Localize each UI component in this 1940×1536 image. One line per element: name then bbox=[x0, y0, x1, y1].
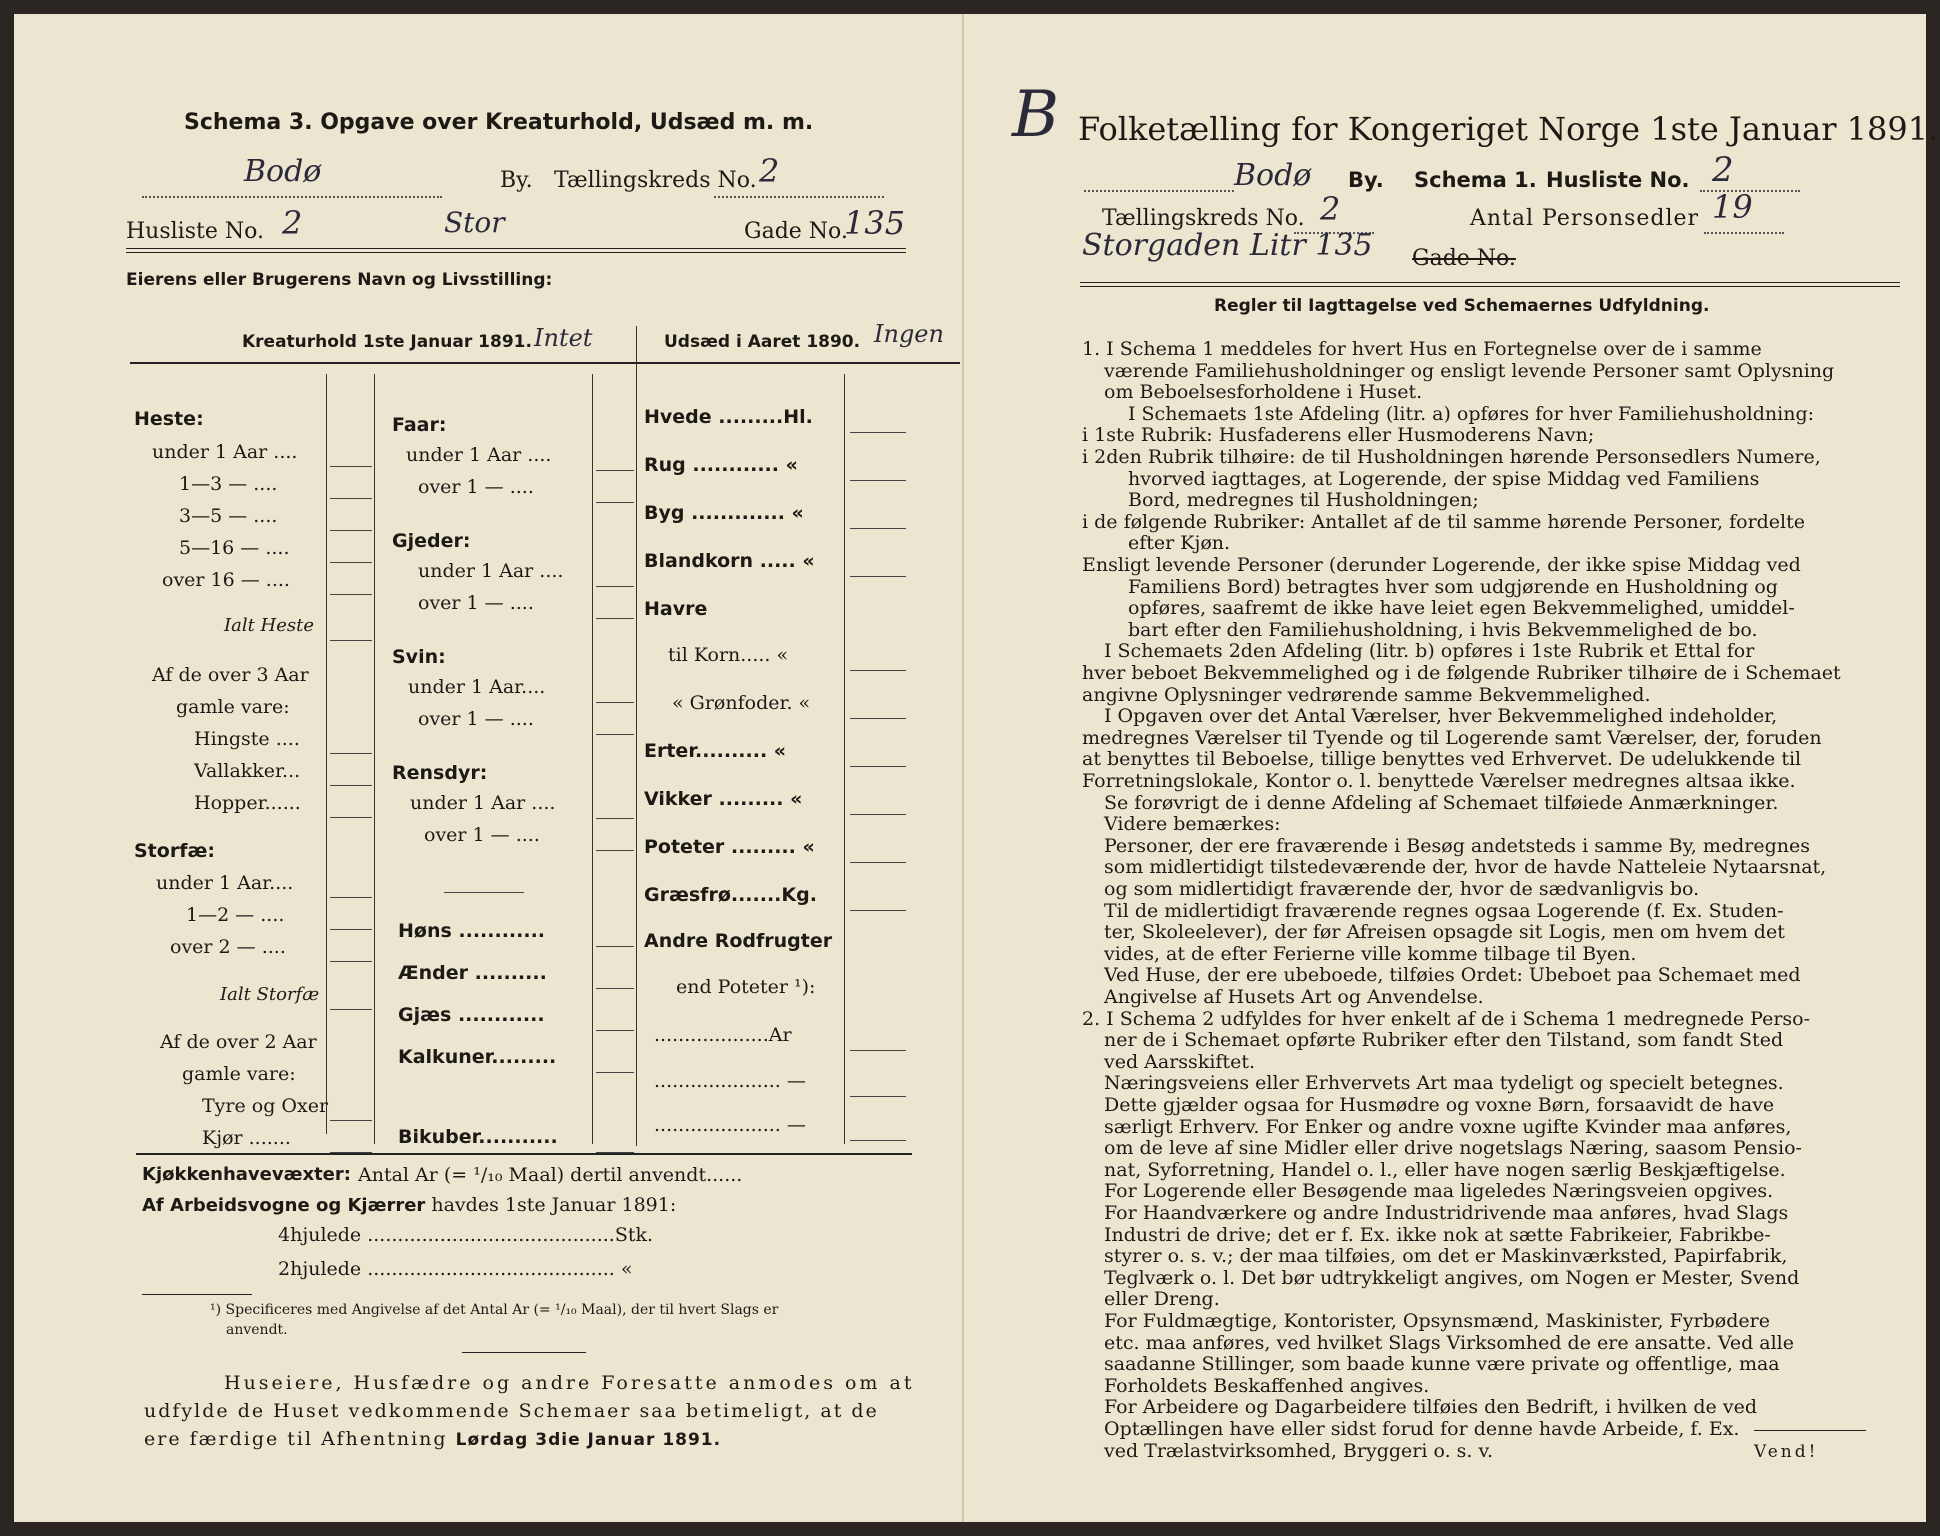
blank-line bbox=[330, 466, 372, 467]
heste-heading: Heste: bbox=[134, 408, 204, 430]
blank-line bbox=[596, 818, 634, 819]
blank-line bbox=[850, 862, 906, 863]
graesfro: Græsfrø.......Kg. bbox=[644, 884, 817, 906]
schema1-label: Schema 1. bbox=[1414, 168, 1537, 192]
col3-blank-rule bbox=[844, 374, 845, 1144]
kreds-label: Tællingskreds No. bbox=[1102, 206, 1305, 231]
blank-line bbox=[596, 946, 634, 947]
arbeidsvogne-label bbox=[142, 1194, 676, 1216]
rule-line: Personer, der ere fraværende i Besøg andetsteds i samme By, medregnes bbox=[1104, 834, 1810, 857]
rule-line: bart efter den Familiehusholdning, i hvis Bekvemmelighed de bo. bbox=[1128, 618, 1758, 641]
rule-line: som midlertidigt tilstedeværende der, hvor de havde Natteleie Nytaarsnat, bbox=[1104, 856, 1827, 879]
bikuber: Bikuber........... bbox=[398, 1126, 558, 1148]
rule-line: Angivelse af Husets Art og Anvendelse. bbox=[1104, 986, 1484, 1008]
rule-line: saadanne Stillinger, som baade kunne være private og offentlige, maa bbox=[1104, 1353, 1780, 1376]
rule-line: angivne Oplysninger vedrørende samme Bekvemmelighed. bbox=[1082, 683, 1651, 706]
gjeder-row: under 1 Aar .... bbox=[418, 560, 564, 582]
by-line bbox=[142, 196, 442, 198]
rule-line: Familiens Bord) betragtes hver som udgjørende en Husholdning og bbox=[1128, 575, 1778, 598]
antal-handwritten: 19 bbox=[1712, 188, 1753, 226]
end-poteter: end Poteter ¹): bbox=[676, 976, 816, 998]
gjeder-heading: Gjeder: bbox=[392, 530, 471, 552]
blank-line bbox=[330, 817, 372, 818]
udsaed-heading: Udsæd i Aaret 1890. bbox=[664, 332, 861, 352]
kreatur-heading: Kreaturhold 1ste Januar 1891. bbox=[242, 332, 532, 352]
kreatur-note-handwritten: Intet bbox=[534, 324, 593, 352]
rule-line: Til de midlertidigt fraværende regnes ogsaa Logerende (f. Ex. Studen- bbox=[1104, 899, 1784, 922]
rule-line: Næringsveiens eller Erhvervets Art maa tydeligt og specielt betegnes. bbox=[1104, 1072, 1784, 1095]
blank-line bbox=[596, 734, 634, 735]
header-rule-2 bbox=[1080, 286, 1900, 287]
blandkorn: Blandkorn ..... « bbox=[644, 550, 815, 572]
hvede: Hvede .........Hl. bbox=[644, 406, 813, 428]
tyre-oxer: Tyre og Oxer bbox=[202, 1095, 329, 1117]
by-handwritten: Bodø bbox=[244, 154, 322, 189]
hopper: Hopper...... bbox=[194, 792, 301, 814]
vikker: Vikker ......... « bbox=[644, 788, 803, 810]
rule-line: om Beboelsesforholdene i Huset. bbox=[1104, 381, 1423, 404]
husliste-handwritten: 2 bbox=[1712, 150, 1734, 190]
blank-line bbox=[330, 785, 372, 786]
ialt-storfae: Ialt Storfæ bbox=[220, 984, 320, 1005]
rule-line: etc. maa anføres, ved hvilket Slags Virksomhed de ere ansatte. Ved alle bbox=[1104, 1331, 1795, 1354]
heste-row: 1—3 — .... bbox=[179, 473, 278, 495]
svin-row: under 1 Aar.... bbox=[408, 676, 546, 698]
blank-line bbox=[850, 766, 906, 767]
rule-line: Optællingen have eller sidst forud for denne havde Arbeide, f. Ex. bbox=[1104, 1418, 1740, 1440]
rule-line: Teglværk o. l. Det bør udtrykkeligt angives, om Nogen er Mester, Svend bbox=[1104, 1266, 1800, 1289]
kjokkenhave-label: Kjøkkenhavevæxter: bbox=[142, 1164, 351, 1185]
rule-line: og som midlertidigt fraværende der, hvor de sædvanligvis bo. bbox=[1104, 878, 1700, 900]
rule-line: hvorved iagttages, at Logerende, der spise Middag ved Familiens bbox=[1128, 467, 1760, 490]
rule-line: ter, Skoleelever), der før Afreisen opsagde sit Logis, men om hvem det bbox=[1104, 921, 1785, 944]
header-rule bbox=[1080, 282, 1900, 283]
gronfoder: « Grønfoder. « bbox=[672, 692, 811, 714]
til-korn: til Korn..... « bbox=[668, 644, 789, 666]
rule-line: For Fuldmægtige, Kontorister, Opsynsmænd, Maskinister, Fyrbødere bbox=[1104, 1310, 1770, 1332]
rule-line: om de leve af sine Midler eller drive nogetslags Næring, saasom Pensio- bbox=[1104, 1137, 1802, 1160]
rule-line: særligt Erhverv. For Enker og andre voxne ugifte Kvinder maa anføres, bbox=[1104, 1115, 1792, 1138]
husliste-label: Husliste No. bbox=[1546, 168, 1690, 192]
gamle-vare-2: gamle vare: bbox=[182, 1063, 296, 1085]
rule-line: at benyttes til Beboelse, tillige benyttes ved Erhvervet. De udelukkende til bbox=[1082, 748, 1802, 771]
blank-line bbox=[330, 753, 372, 754]
blank-line bbox=[330, 498, 372, 499]
tohjulede: 2hjulede ......................................... « bbox=[278, 1258, 633, 1280]
owner-label: Eierens eller Brugerens Navn og Livsstilling: bbox=[126, 270, 553, 290]
notice-line-3 bbox=[144, 1428, 721, 1450]
firehjulede: 4hjulede .........................................Stk. bbox=[278, 1224, 654, 1246]
storfae-row: over 2 — .... bbox=[170, 936, 286, 958]
blank-line bbox=[850, 528, 906, 529]
rule-line: Forholdets Beskaffenhed angives. bbox=[1104, 1374, 1430, 1397]
gade-no-handwritten: 135 bbox=[844, 204, 906, 242]
af-over2: Af de over 2 Aar bbox=[160, 1031, 317, 1053]
hons: Høns ............ bbox=[398, 920, 546, 942]
hingste: Hingste .... bbox=[194, 728, 300, 750]
rule-line: Ved Huse, der ere ubeboede, tilføies Ordet: Ubeboet paa Schemaet med bbox=[1104, 964, 1801, 987]
rule-line: I Opgaven over det Antal Værelser, hver Bekvemmelighed indeholder, bbox=[1104, 705, 1778, 728]
dash-row: ..................... — bbox=[654, 1070, 806, 1092]
blank-line bbox=[596, 618, 634, 619]
notice-rule bbox=[462, 1352, 586, 1353]
blank-line bbox=[850, 1140, 906, 1141]
blank-line bbox=[850, 1050, 906, 1051]
heste-row: 5—16 — .... bbox=[179, 537, 290, 559]
blank-line bbox=[850, 910, 906, 911]
table-top-rule bbox=[130, 362, 960, 364]
rensdyr-row: under 1 Aar .... bbox=[410, 792, 556, 814]
storfae-heading: Storfæ: bbox=[134, 840, 215, 862]
footnote-line-2: anvendt. bbox=[226, 1322, 288, 1338]
schema3-title: Schema 3. Opgave over Kreaturhold, Udsæd m. m. bbox=[184, 110, 814, 135]
by-handwritten: Bodø bbox=[1234, 158, 1312, 193]
rule-line: Forretningslokale, Kontor o. l. benyttede Værelser medregnes altsaa ikke. bbox=[1082, 770, 1796, 792]
rule-line: I Schemaets 2den Afdeling (litr. b) opføres i 1ste Rubrik et Ettal for bbox=[1104, 640, 1755, 663]
rule-line: eller Dreng. bbox=[1104, 1288, 1220, 1311]
andre-rodfrugter: Andre Rodfrugter bbox=[644, 930, 833, 952]
blank-line bbox=[596, 850, 634, 851]
rensdyr-heading: Rensdyr: bbox=[392, 762, 488, 784]
blank-line bbox=[596, 702, 634, 703]
kreds-handwritten: 2 bbox=[759, 152, 780, 190]
table-divider bbox=[636, 326, 637, 1146]
rules-title: Regler til Iagttagelse ved Schemaernes Udfyldning. bbox=[1214, 296, 1710, 316]
rule-line: efter Kjøn. bbox=[1128, 532, 1231, 555]
blank-line bbox=[596, 988, 634, 989]
rule-line: styrer o. s. v.; der maa tilføies, om det er Maskinværksted, Papirfabrik, bbox=[1104, 1245, 1788, 1268]
blank-line bbox=[596, 586, 634, 587]
husliste-handwritten: 2 bbox=[282, 204, 303, 242]
blank-line bbox=[850, 814, 906, 815]
gade-handwritten: Storgaden Litr 135 bbox=[1082, 228, 1373, 263]
rule-line: nat, Syforretning, Handel o. l., eller have nogen særlig Beskjæftigelse. bbox=[1104, 1158, 1786, 1181]
kreds-label: Tællingskreds No. bbox=[554, 168, 757, 193]
by-label: By. bbox=[1348, 168, 1384, 192]
antal-line bbox=[1704, 232, 1784, 234]
rug: Rug ............ « bbox=[644, 454, 798, 476]
arbeidsvogne-bold: Af Arbeidsvogne og Kjærrer bbox=[142, 1195, 426, 1216]
col1-right-rule bbox=[374, 374, 375, 1144]
blank-line bbox=[596, 502, 634, 503]
rule-line: ved Trælastvirksomhed, Bryggeri o. s. v. bbox=[1104, 1439, 1493, 1462]
rule-line: I Schemaets 1ste Afdeling (litr. a) opføres for hver Familiehusholdning: bbox=[1128, 402, 1815, 425]
header-rule bbox=[126, 248, 906, 249]
blank-line bbox=[330, 1009, 372, 1010]
gade-label: Gade No. bbox=[744, 219, 848, 244]
blank-line bbox=[330, 1120, 372, 1121]
storfae-row: 1—2 — .... bbox=[186, 904, 285, 926]
byg: Byg ............. « bbox=[644, 502, 804, 524]
folketaelling-title: Folketælling for Kongeriget Norge 1ste Januar 1891. bbox=[1078, 110, 1939, 148]
aender: Ænder .......... bbox=[398, 962, 547, 984]
by-label: By. bbox=[500, 168, 533, 193]
right-page bbox=[964, 14, 1939, 1522]
vallakker: Vallakker... bbox=[194, 760, 301, 782]
kalkuner: Kalkuner......... bbox=[398, 1046, 557, 1068]
notice-line-2: udfylde de Huset vedkommende Schemaer saa betimeligt, at de bbox=[144, 1400, 879, 1422]
rule-line: medregnes Værelser til Tyende og til Logerende samt Værelser, der, foruden bbox=[1082, 726, 1822, 749]
separator-short bbox=[444, 892, 524, 893]
antal-label: Antal Personsedler bbox=[1470, 206, 1700, 231]
blank-line bbox=[330, 562, 372, 563]
gade-handwritten: Stor bbox=[444, 206, 505, 239]
kreds-line bbox=[714, 196, 884, 198]
rule-line: 1. I Schema 1 meddeles for hvert Hus en Fortegnelse over de i samme bbox=[1082, 338, 1762, 360]
rule-line: Videre bemærkes: bbox=[1104, 813, 1281, 836]
rule-line: i 1ste Rubrik: Husfaderens eller Husmoderens Navn; bbox=[1082, 424, 1595, 447]
kjor: Kjør ....... bbox=[202, 1127, 291, 1149]
poteter: Poteter ......... « bbox=[644, 836, 815, 858]
ialt-heste: Ialt Heste bbox=[224, 615, 315, 636]
erter: Erter.......... « bbox=[644, 740, 787, 762]
blank-line bbox=[850, 1096, 906, 1097]
faar-row: over 1 — .... bbox=[418, 476, 534, 498]
gamle-vare: gamle vare: bbox=[176, 696, 290, 718]
footnote-rule bbox=[142, 1294, 252, 1295]
notice-line-3-text: ere færdige til Afhentning bbox=[144, 1428, 448, 1450]
kjokkenhave-text: Antal Ar (= ¹/₁₀ Maal) dertil anvendt...... bbox=[358, 1164, 743, 1186]
rule-line: ner de i Schemaet opførte Rubriker efter den Tilstand, som fandt Sted bbox=[1104, 1029, 1784, 1052]
col2-blank-rule bbox=[592, 374, 593, 1144]
udsaed-note-handwritten: Ingen bbox=[874, 320, 944, 348]
rule-line: ved Aarsskiftet. bbox=[1104, 1050, 1255, 1073]
blank-line bbox=[596, 1030, 634, 1031]
heste-row: over 16 — .... bbox=[162, 569, 290, 591]
gjeder-row: over 1 — .... bbox=[418, 592, 534, 614]
svin-heading: Svin: bbox=[392, 646, 446, 668]
blank-line bbox=[850, 576, 906, 577]
blank-line bbox=[596, 470, 634, 471]
rule-line: Se forøvrigt de i denne Afdeling af Schemaet tilføiede Anmærkninger. bbox=[1104, 791, 1779, 814]
rule-line: Dette gjælder ogsaa for Husmødre og voxne Børn, forsaavidt de have bbox=[1104, 1094, 1775, 1116]
rule-line: vides, at de efter Ferierne ville komme tilbage til Byen. bbox=[1104, 942, 1637, 965]
blank-line bbox=[850, 718, 906, 719]
notice-line-1: Huseiere, Husfædre og andre Foresatte anmodes om at bbox=[224, 1372, 915, 1394]
blank-line bbox=[330, 961, 372, 962]
gade-label: Gade No. bbox=[1412, 246, 1516, 271]
faar-heading: Faar: bbox=[392, 414, 447, 436]
margin-handwritten: B bbox=[1012, 78, 1060, 152]
dash-row: ..................... — bbox=[654, 1114, 806, 1136]
col1-blank-rule bbox=[326, 374, 327, 1134]
arbeidsvogne-text: havdes 1ste Januar 1891: bbox=[431, 1194, 677, 1216]
blank-line bbox=[330, 640, 372, 641]
blank-line bbox=[850, 432, 906, 433]
husliste-label: Husliste No. bbox=[126, 219, 264, 244]
rule-line: i de følgende Rubriker: Antallet af de til samme hørende Personer, fordelte bbox=[1082, 510, 1806, 533]
svin-row: over 1 — .... bbox=[418, 708, 534, 730]
rule-line: i 2den Rubrik tilhøire: de til Husholdningen hørende Personsedlers Numere, bbox=[1082, 446, 1821, 468]
footnote-line-1: ¹) Specificeres med Angivelse af det Antal Ar (= ¹/₁₀ Maal), der til hvert Slags er bbox=[210, 1302, 779, 1318]
rule-line: hver beboet Bekvemmelighed og i de følgende Rubriker tilhøire de i Schemaet bbox=[1082, 662, 1841, 684]
gjaes: Gjæs ............ bbox=[398, 1004, 545, 1026]
rule-line: værende Familiehusholdninger og ensligt levende Personer samt Oplysning bbox=[1104, 359, 1835, 382]
blank-line bbox=[596, 1072, 634, 1073]
faar-row: under 1 Aar .... bbox=[406, 444, 552, 466]
vend-label: Vend! bbox=[1754, 1442, 1819, 1462]
header-rule-2 bbox=[126, 252, 906, 253]
rule-line: Bord, medregnes til Husholdningen; bbox=[1128, 489, 1479, 512]
rule-line: For Logerende eller Besøgende maa ligeledes Næringsveien opgives. bbox=[1104, 1180, 1774, 1203]
havre: Havre bbox=[644, 598, 708, 620]
rule-line: opføres, saafremt de ikke have leiet egen Bekvemmelighed, umiddel- bbox=[1128, 597, 1795, 620]
notice-date: Lørdag 3die Januar 1891. bbox=[455, 1430, 722, 1450]
blank-line bbox=[330, 929, 372, 930]
blank-line bbox=[330, 594, 372, 595]
blank-line bbox=[330, 897, 372, 898]
rule-line: For Arbeidere og Dagarbeidere tilføies den Bedrift, i hvilken de ved bbox=[1104, 1396, 1757, 1419]
rule-line: 2. I Schema 2 udfyldes for hver enkelt af de i Schema 1 medregnede Perso- bbox=[1082, 1007, 1811, 1030]
rensdyr-row: over 1 — .... bbox=[424, 824, 540, 846]
left-page bbox=[14, 14, 964, 1522]
rule-line: Industri de drive; det er f. Ex. ikke nok at sætte Fabrikeier, Fabrikbe- bbox=[1104, 1223, 1771, 1246]
heste-row: under 1 Aar .... bbox=[152, 441, 298, 463]
vend-rule bbox=[1754, 1430, 1866, 1431]
blank-line bbox=[850, 670, 906, 671]
rule-line: Ensligt levende Personer (derunder Logerende, der ikke spise Middag ved bbox=[1082, 554, 1801, 576]
rule-line: For Haandværkere og andre Industridrivende maa anføres, hvad Slags bbox=[1104, 1202, 1789, 1224]
heste-row: 3—5 — .... bbox=[179, 505, 278, 527]
blank-line bbox=[330, 530, 372, 531]
table-bottom-rule bbox=[136, 1153, 912, 1155]
blank-line bbox=[850, 480, 906, 481]
kreds-handwritten: 2 bbox=[1320, 190, 1341, 228]
af-over3: Af de over 3 Aar bbox=[152, 664, 309, 686]
by-line bbox=[1084, 190, 1234, 192]
ar-row: ...................Ar bbox=[654, 1024, 792, 1046]
storfae-row: under 1 Aar.... bbox=[156, 872, 294, 894]
